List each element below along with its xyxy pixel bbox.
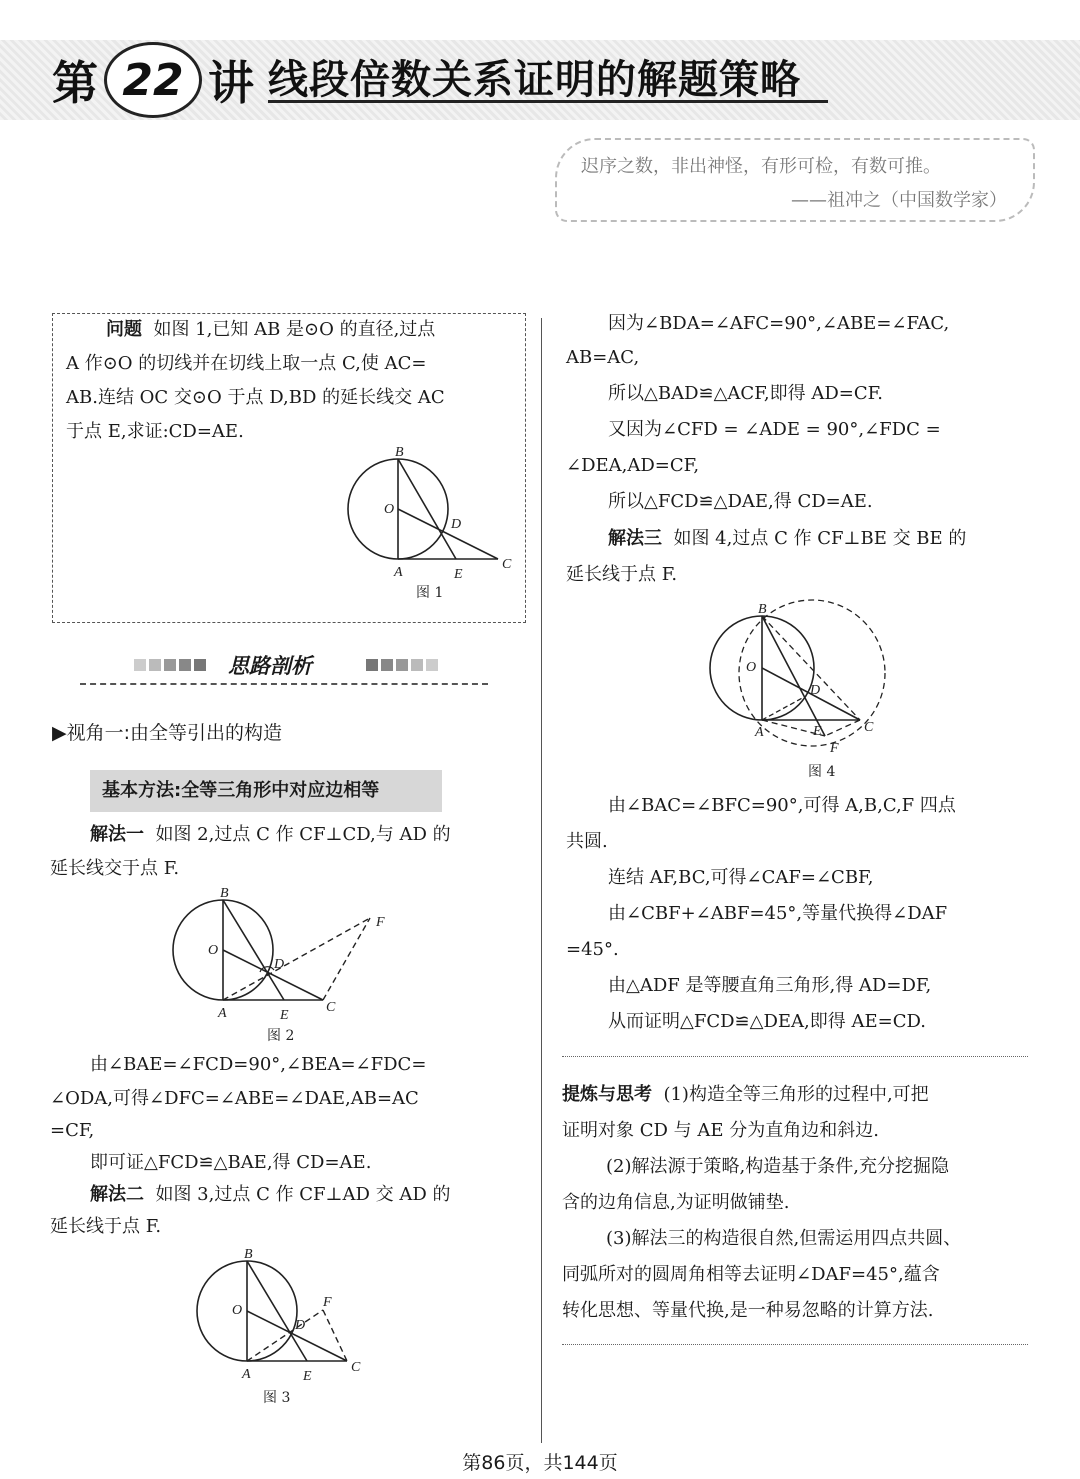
fig4-label-e: E — [813, 724, 822, 739]
reflection-line-7: 转化思想、等量代换,是一种易忽略的计算方法. — [562, 1300, 934, 1321]
fig2-label-o: O — [208, 943, 219, 958]
fig2-label-c: C — [326, 1000, 336, 1015]
solution3-body-4: 由∠CBF+∠ABF=45°,等量代换得∠DAF — [608, 903, 948, 924]
fig4-line-ad — [762, 696, 806, 720]
figure-1 — [340, 440, 530, 610]
title-underline — [268, 100, 828, 103]
fig4-line-cf — [825, 720, 860, 736]
fig3-caption: 图 3 — [263, 1390, 291, 1406]
solution1-body-2: ∠ODA,可得∠DFC=∠ABE=∠DAE,AB=AC — [50, 1088, 419, 1109]
viewpoint-heading: ▶视角一:由全等引出的构造 — [52, 722, 283, 744]
fig4-label-c: C — [864, 720, 874, 735]
fig1-label-d: D — [451, 517, 462, 532]
solution3-body-7: 从而证明△FCD≌△DEA,即得 AE=CD. — [608, 1011, 926, 1032]
fig4-label-b: B — [758, 602, 767, 617]
reflection-line-5: (3)解法三的构造很自然,但需运用四点共圆、 — [606, 1228, 962, 1249]
section-decor-left — [134, 656, 209, 670]
solution2-body-5: ∠DEA,AD=CF, — [566, 455, 700, 476]
fig3-label-a: A — [242, 1367, 251, 1382]
fig3-label-b: B — [244, 1247, 253, 1262]
solution3-intro-1: 如图 4,过点 C 作 CF⊥BE 交 BE 的 — [673, 528, 967, 549]
lecture-suffix: 讲 — [208, 56, 254, 110]
fig3-line-af — [247, 1310, 323, 1361]
problem-line-2: A 作⊙O 的切线并在切线上取一点 C,使 AC= — [66, 353, 427, 374]
fig3-label-o: O — [232, 1303, 243, 1318]
fig4-label-o: O — [746, 660, 757, 675]
fig1-label-c: C — [502, 557, 512, 572]
fig2-caption: 图 2 — [267, 1028, 295, 1044]
solution1-intro-1: 如图 2,过点 C 作 CF⊥CD,与 AD 的 — [155, 824, 451, 845]
fig3-label-c: C — [351, 1360, 361, 1375]
reflection-line-1 — [562, 1078, 929, 1112]
fig1-label-o: O — [384, 502, 395, 517]
reflection-line-3: (2)解法源于策略,构造基于条件,充分挖掘隐 — [606, 1156, 949, 1177]
fig4-label-d: D — [810, 683, 821, 698]
solution1-line-1 — [90, 818, 451, 852]
fig1-label-e: E — [454, 567, 463, 582]
solution2-line-1 — [90, 1178, 451, 1212]
problem-text-1: 如图 1,已知 AB 是⊙O 的直径,过点 — [153, 319, 436, 340]
fig1-label-b: B — [395, 445, 404, 460]
fig4-line-bf — [762, 616, 825, 736]
fig4-label-a: A — [755, 725, 764, 740]
problem-label: 问题 — [106, 319, 142, 340]
reflection-divider-top — [562, 1056, 1028, 1057]
fig2-line-cf — [323, 918, 370, 1000]
solution3-body-3: 连结 AF,BC,可得∠CAF=∠CBF, — [608, 867, 874, 888]
quote-author: ——祖冲之（中国数学家） — [791, 190, 1007, 211]
fig3-label-e: E — [303, 1369, 312, 1384]
solution3-body-2: 共圆. — [566, 831, 608, 852]
solution3-body-1: 由∠BAC=∠BFC=90°,可得 A,B,C,F 四点 — [608, 795, 956, 816]
problem-line-4: 于点 E,求证:CD=AE. — [66, 421, 244, 442]
section-title: 思路剖析 — [228, 653, 312, 678]
page-footer: 第86页，共144页 — [462, 1452, 618, 1474]
fig2-line-be — [223, 900, 284, 1000]
lecture-prefix: 第 — [52, 56, 98, 110]
solution2-body-4: 又因为∠CFD = ∠ADE = 90°,∠FDC = — [608, 419, 941, 440]
fig3-line-be — [247, 1261, 307, 1361]
fig4-label-f: F — [830, 741, 839, 756]
solution2-body-3: 所以△BAD≌△ACF,即得 AD=CF. — [608, 383, 884, 404]
solution1-body-3: =CF, — [50, 1120, 95, 1141]
reflection-line-6: 同弧所对的圆周角相等去证明∠DAF=45°,蕴含 — [562, 1264, 940, 1285]
solution3-body-6: 由△ADF 是等腰直角三角形,得 AD=DF, — [608, 975, 932, 996]
page-title: 线段倍数关系证明的解题策略 — [268, 57, 801, 103]
method-box: 基本方法:全等三角形中对应边相等 — [90, 770, 442, 812]
solution3-line-2: 延长线于点 F. — [566, 564, 678, 585]
fig4-caption: 图 4 — [808, 764, 836, 780]
reflection-line-4: 含的边角信息,为证明做铺垫. — [562, 1192, 790, 1213]
solution2-intro-1: 如图 3,过点 C 作 CF⊥AD 交 AD 的 — [155, 1184, 451, 1205]
solution2-body-2: AB=AC, — [566, 347, 640, 368]
fig2-label-a: A — [218, 1006, 227, 1021]
solution3-label: 解法三 — [608, 528, 662, 549]
fig3-label-d: D — [295, 1318, 306, 1333]
solution3-line-1 — [608, 522, 966, 556]
solution2-body-6: 所以△FCD≌△DAE,得 CD=AE. — [608, 491, 873, 512]
fig3-line-cf — [323, 1310, 347, 1361]
fig1-caption: 图 1 — [416, 585, 444, 601]
figure-3 — [185, 1240, 385, 1415]
fig3-label-f: F — [323, 1295, 332, 1310]
quote-text: 迟序之数，非出神怪，有形可检，有数可推。 — [581, 156, 941, 177]
column-divider — [541, 318, 542, 1443]
quote-box — [555, 138, 1035, 222]
lecture-number: 22 — [104, 42, 202, 118]
section-decor-right — [366, 656, 441, 670]
problem-line-3: AB.连结 OC 交⊙O 于点 D,BD 的延长线交 AC — [66, 387, 445, 408]
fig2-label-e: E — [280, 1008, 289, 1023]
figure-4 — [700, 598, 900, 783]
fig2-label-b: B — [220, 886, 229, 901]
solution2-label: 解法二 — [90, 1184, 144, 1205]
fig4-line-bc — [762, 616, 860, 720]
fig2-line-af — [223, 918, 370, 1000]
reflection-text-1: (1)构造全等三角形的过程中,可把 — [663, 1084, 929, 1105]
solution1-body-4: 即可证△FCD≌△BAE,得 CD=AE. — [90, 1152, 372, 1173]
solution1-label: 解法一 — [90, 824, 144, 845]
section-divider — [80, 683, 488, 685]
reflection-divider-bottom — [562, 1344, 1028, 1345]
solution2-line-2: 延长线于点 F. — [50, 1216, 162, 1237]
fig2-label-f: F — [376, 915, 385, 930]
solution1-line-2: 延长线交于点 F. — [50, 858, 180, 879]
figure-2 — [160, 880, 420, 1050]
reflection-line-2: 证明对象 CD 与 AE 分为直角边和斜边. — [562, 1120, 879, 1141]
reflection-label: 提炼与思考 — [562, 1084, 652, 1105]
solution2-body-1: 因为∠BDA=∠AFC=90°,∠ABE=∠FAC, — [608, 313, 950, 334]
solution3-body-5: =45°. — [566, 939, 619, 960]
fig2-label-d: D — [274, 957, 285, 972]
fig1-label-a: A — [394, 565, 403, 580]
lecture-label — [52, 44, 272, 116]
solution1-body-1: 由∠BAE=∠FCD=90°,∠BEA=∠FDC= — [90, 1054, 427, 1075]
problem-line-1 — [106, 313, 435, 347]
